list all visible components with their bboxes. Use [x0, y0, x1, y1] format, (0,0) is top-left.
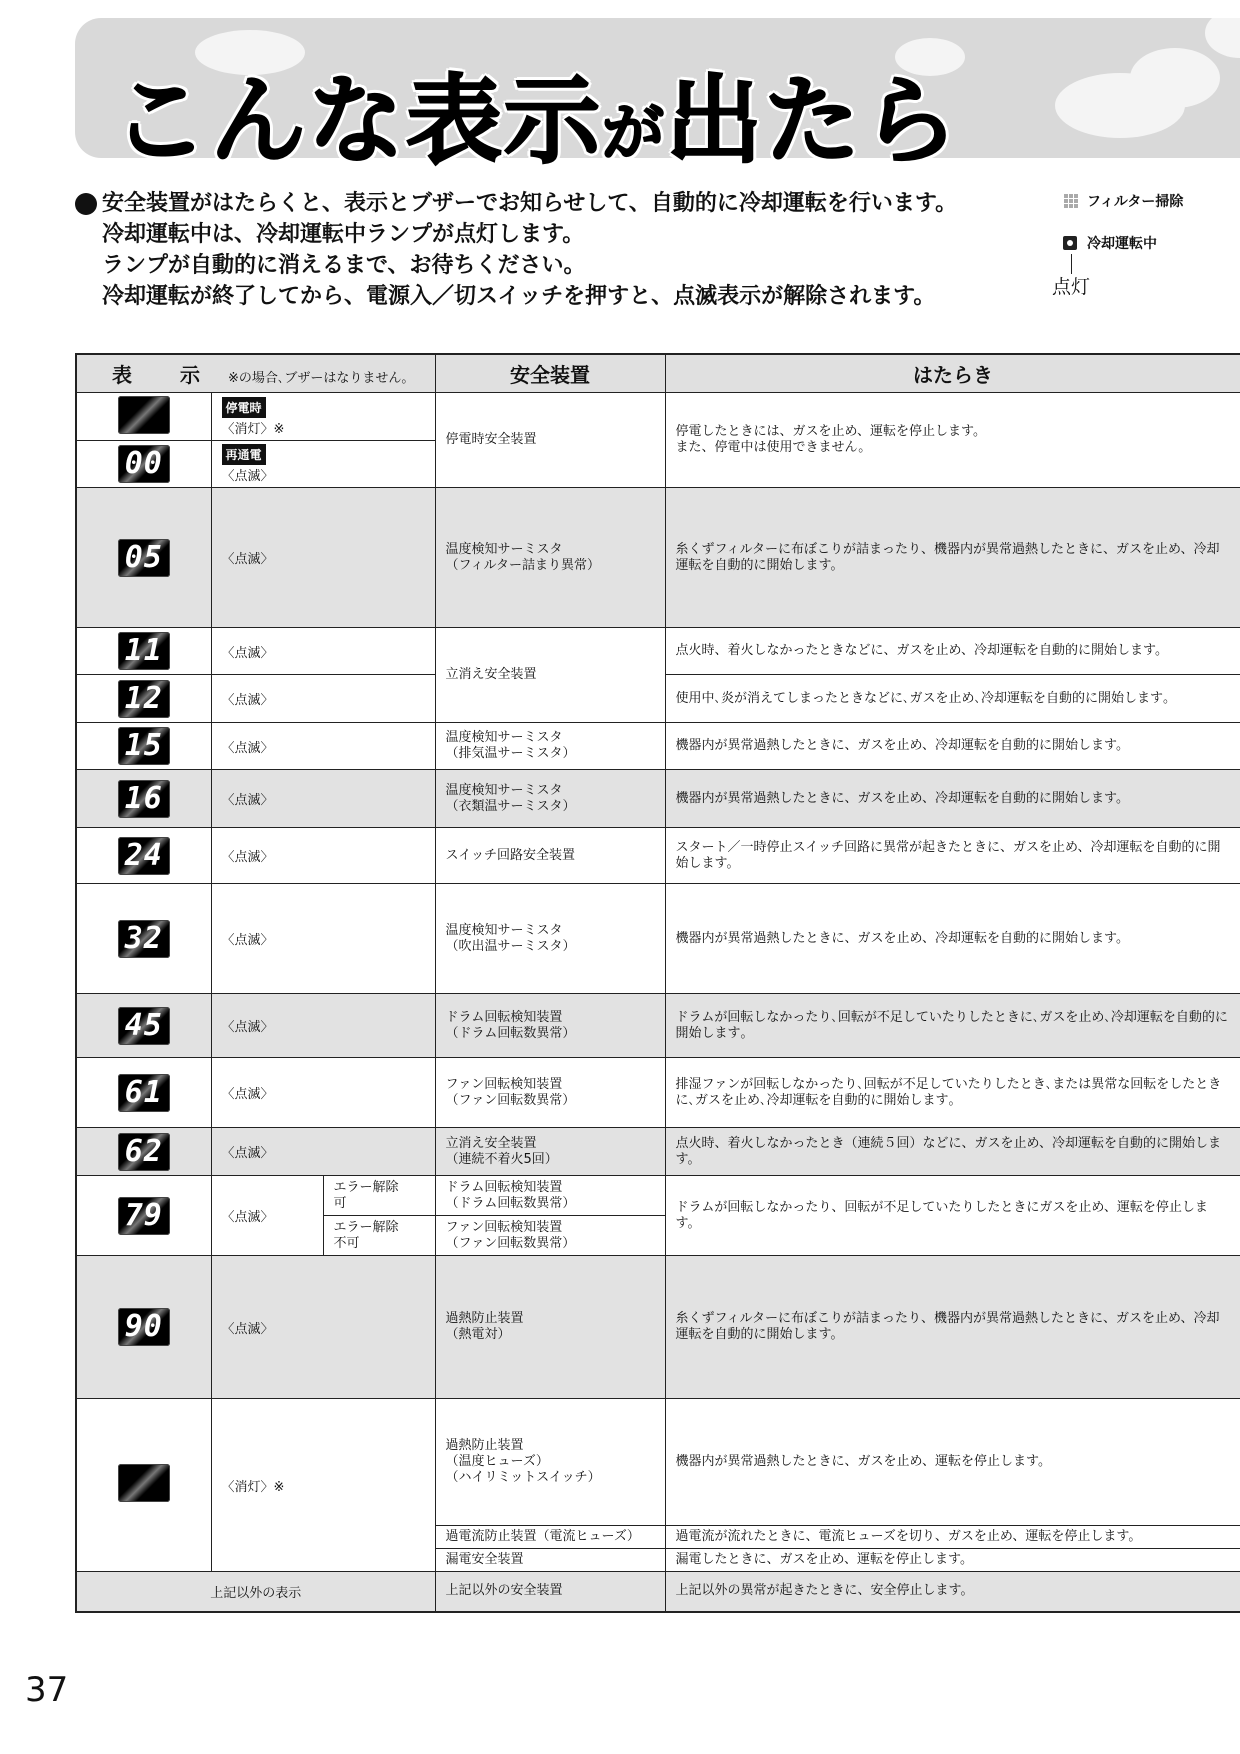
function-text: 排湿ファンが回転しなかったり､回転が不足していたりしたとき､または異常な回転をしたときに､ガスを止め､冷却運転を自動的に開始します｡ [665, 1058, 1240, 1128]
safety-device: ファン回転検知装置 （ファン回転数異常） [435, 1216, 665, 1256]
page-title: こんな表示が出たら [112, 65, 961, 177]
lcd-error-code: 00 [118, 445, 170, 483]
cooling-lamp-icon [1063, 236, 1077, 250]
lcd-display-off [118, 1464, 170, 1502]
lcd-error-code: 62 [118, 1133, 170, 1171]
table-row [76, 770, 1240, 828]
table-header-row [76, 354, 1240, 393]
lamp-lit-label: 点灯 [1052, 276, 1091, 298]
table-row [76, 723, 1240, 770]
header-display: 表 示 ※の場合､ブザーはなりません｡ [76, 354, 435, 393]
display-state: 〈消灯〉※ [221, 421, 285, 437]
filter-lamp-icon [1063, 193, 1079, 209]
lcd-error-code: 12 [118, 680, 170, 718]
safety-device: 立消え安全装置 （連続不着火5回） [435, 1128, 665, 1176]
cloud-decoration [1205, 18, 1240, 58]
display-state: 〈点滅〉 [211, 770, 435, 828]
display-state: 〈点滅〉 [211, 628, 435, 675]
display-state: 〈点滅〉 [211, 488, 435, 628]
lcd-error-code: 61 [118, 1074, 170, 1112]
safety-device: ドラム回転検知装置 （ドラム回転数異常） [435, 994, 665, 1058]
intro-line: ランプが自動的に消えるまで、お待ちください。 [102, 253, 586, 278]
display-state: 〈点滅〉 [221, 469, 274, 484]
safety-device: 温度検知サーミスタ （フィルター詰まり異常） [435, 488, 665, 628]
table-row [76, 488, 1240, 628]
error-display-table [75, 353, 1240, 1613]
lamp-legend [1063, 190, 1183, 274]
error-reset-impossible: エラー解除 不可 [323, 1216, 435, 1256]
safety-device: ファン回転検知装置 （ファン回転数異常） [435, 1058, 665, 1128]
display-state: 〈点滅〉 [211, 1058, 435, 1128]
cloud-decoration [1130, 48, 1220, 108]
intro-line: 安全装置がはたらくと、表示とブザーでお知らせして、自動的に冷却運転を行います。 [102, 191, 958, 216]
function-text: 使用中､炎が消えてしまったときなどに､ガスを止め､冷却運転を自動的に開始します｡ [665, 675, 1240, 723]
function-text: 糸くずフィルターに布ぼこりが詰まったり、機器内が異常過熱したときに、ガスを止め、冷却運転を自動的に開始します。 [665, 1256, 1240, 1399]
intro-line: 冷却運転が終了してから、電源入／切スイッチを押すと、点滅表示が解除されます。 [102, 284, 936, 309]
function-text: 上記以外の異常が起きたときに、安全停止します。 [665, 1572, 1240, 1612]
display-state: 〈点滅〉 [211, 994, 435, 1058]
table-row [76, 1128, 1240, 1176]
function-text: 点火時、着火しなかったとき（連続５回）などに、ガスを止め、冷却運転を自動的に開始します。 [665, 1128, 1240, 1176]
function-text: 機器内が異常過熱したときに、ガスを止め、冷却運転を自動的に開始します。 [665, 770, 1240, 828]
function-text: ドラムが回転しなかったり､回転が不足していたりしたときに､ガスを止め､冷却運転を自動的に開始します｡ [665, 994, 1240, 1058]
table-row [76, 1256, 1240, 1399]
table-row [76, 884, 1240, 994]
display-state: 〈点滅〉 [211, 1256, 435, 1399]
table-row [76, 393, 1240, 441]
safety-device: ドラム回転検知装置 （ドラム回転数異常） [435, 1176, 665, 1216]
leader-line [1071, 254, 1072, 274]
function-text: 点火時、着火しなかったときなどに、ガスを止め、冷却運転を自動的に開始します。 [665, 628, 1240, 675]
lcd-display-off [118, 396, 170, 434]
display-state: 〈点滅〉 [211, 884, 435, 994]
table-row [76, 1399, 1240, 1526]
display-state: 〈点滅〉 [211, 828, 435, 884]
safety-device: 上記以外の安全装置 [435, 1572, 665, 1612]
status-tag: 再通電 [222, 444, 266, 465]
safety-device: 過熱防止装置 （熱電対） [435, 1256, 665, 1399]
safety-device: 過熱防止装置 （温度ヒューズ） （ハイリミットスイッチ） [435, 1399, 665, 1526]
function-text: 過電流が流れたときに、電流ヒューズを切り、ガスを止め、運転を停止します。 [665, 1526, 1240, 1549]
safety-device: 温度検知サーミスタ （吹出温サーミスタ） [435, 884, 665, 994]
page-number: 37 [25, 1670, 69, 1710]
function-text: 機器内が異常過熱したときに、ガスを止め、運転を停止します。 [665, 1399, 1240, 1526]
function-text: 機器内が異常過熱したときに、ガスを止め、冷却運転を自動的に開始します。 [665, 723, 1240, 770]
safety-device: 停電時安全装置 [435, 393, 665, 488]
cooling-lamp-label: 冷却運転中 [1087, 236, 1157, 252]
other-display: 上記以外の表示 [76, 1572, 435, 1612]
bullet-icon [75, 193, 97, 215]
table-row [76, 1176, 1240, 1216]
display-state: 〈点滅〉 [211, 723, 435, 770]
lcd-error-code: 32 [118, 920, 170, 958]
intro-line: 冷却運転中は、冷却運転中ランプが点灯します。 [102, 222, 585, 247]
table-row [76, 1572, 1240, 1612]
display-state: 〈消灯〉※ [211, 1399, 435, 1572]
display-state: 〈点滅〉 [211, 1176, 323, 1256]
function-text: ドラムが回転しなかったり、回転が不足していたりしたときにガスを止め、運転を停止します。 [665, 1176, 1240, 1256]
safety-device: 過電流防止装置（電流ヒューズ） [435, 1526, 665, 1549]
filter-lamp-label: フィルター掃除 [1087, 194, 1184, 210]
header-function: はたらき [665, 354, 1240, 393]
lcd-error-code: 16 [118, 780, 170, 818]
safety-device: 温度検知サーミスタ （排気温サーミスタ） [435, 723, 665, 770]
function-text: スタート／一時停止スイッチ回路に異常が起きたときに、ガスを止め、冷却運転を自動的に開始します。 [665, 828, 1240, 884]
safety-device: 立消え安全装置 [435, 628, 665, 723]
lcd-error-code: 11 [118, 632, 170, 670]
function-text: 糸くずフィルターに布ぼこりが詰まったり、機器内が異常過熱したときに、ガスを止め、冷却運転を自動的に開始します。 [665, 488, 1240, 628]
header-device: 安全装置 [435, 354, 665, 393]
safety-device: 温度検知サーミスタ （衣類温サーミスタ） [435, 770, 665, 828]
display-state: 〈点滅〉 [211, 675, 435, 723]
lcd-error-code: 15 [118, 727, 170, 765]
error-reset-possible: エラー解除 可 [323, 1176, 435, 1216]
lcd-error-code: 90 [118, 1308, 170, 1346]
function-text: 停電したときには、ガスを止め、運転を停止します。 また、停電中は使用できません。 [665, 393, 1240, 488]
lcd-error-code: 24 [118, 837, 170, 875]
table-row [76, 1058, 1240, 1128]
lcd-error-code: 79 [118, 1197, 170, 1235]
table-row [76, 828, 1240, 884]
display-state: 〈点滅〉 [211, 1128, 435, 1176]
intro-text [75, 188, 957, 312]
function-text: 漏電したときに、ガスを止め、運転を停止します。 [665, 1549, 1240, 1572]
safety-device: スイッチ回路安全装置 [435, 828, 665, 884]
lcd-error-code: 45 [118, 1007, 170, 1045]
table-row [76, 628, 1240, 675]
lcd-error-code: 05 [118, 539, 170, 577]
safety-device: 漏電安全装置 [435, 1549, 665, 1572]
status-tag: 停電時 [222, 397, 266, 418]
function-text: 機器内が異常過熱したときに、ガスを止め、冷却運転を自動的に開始します。 [665, 884, 1240, 994]
table-row [76, 994, 1240, 1058]
